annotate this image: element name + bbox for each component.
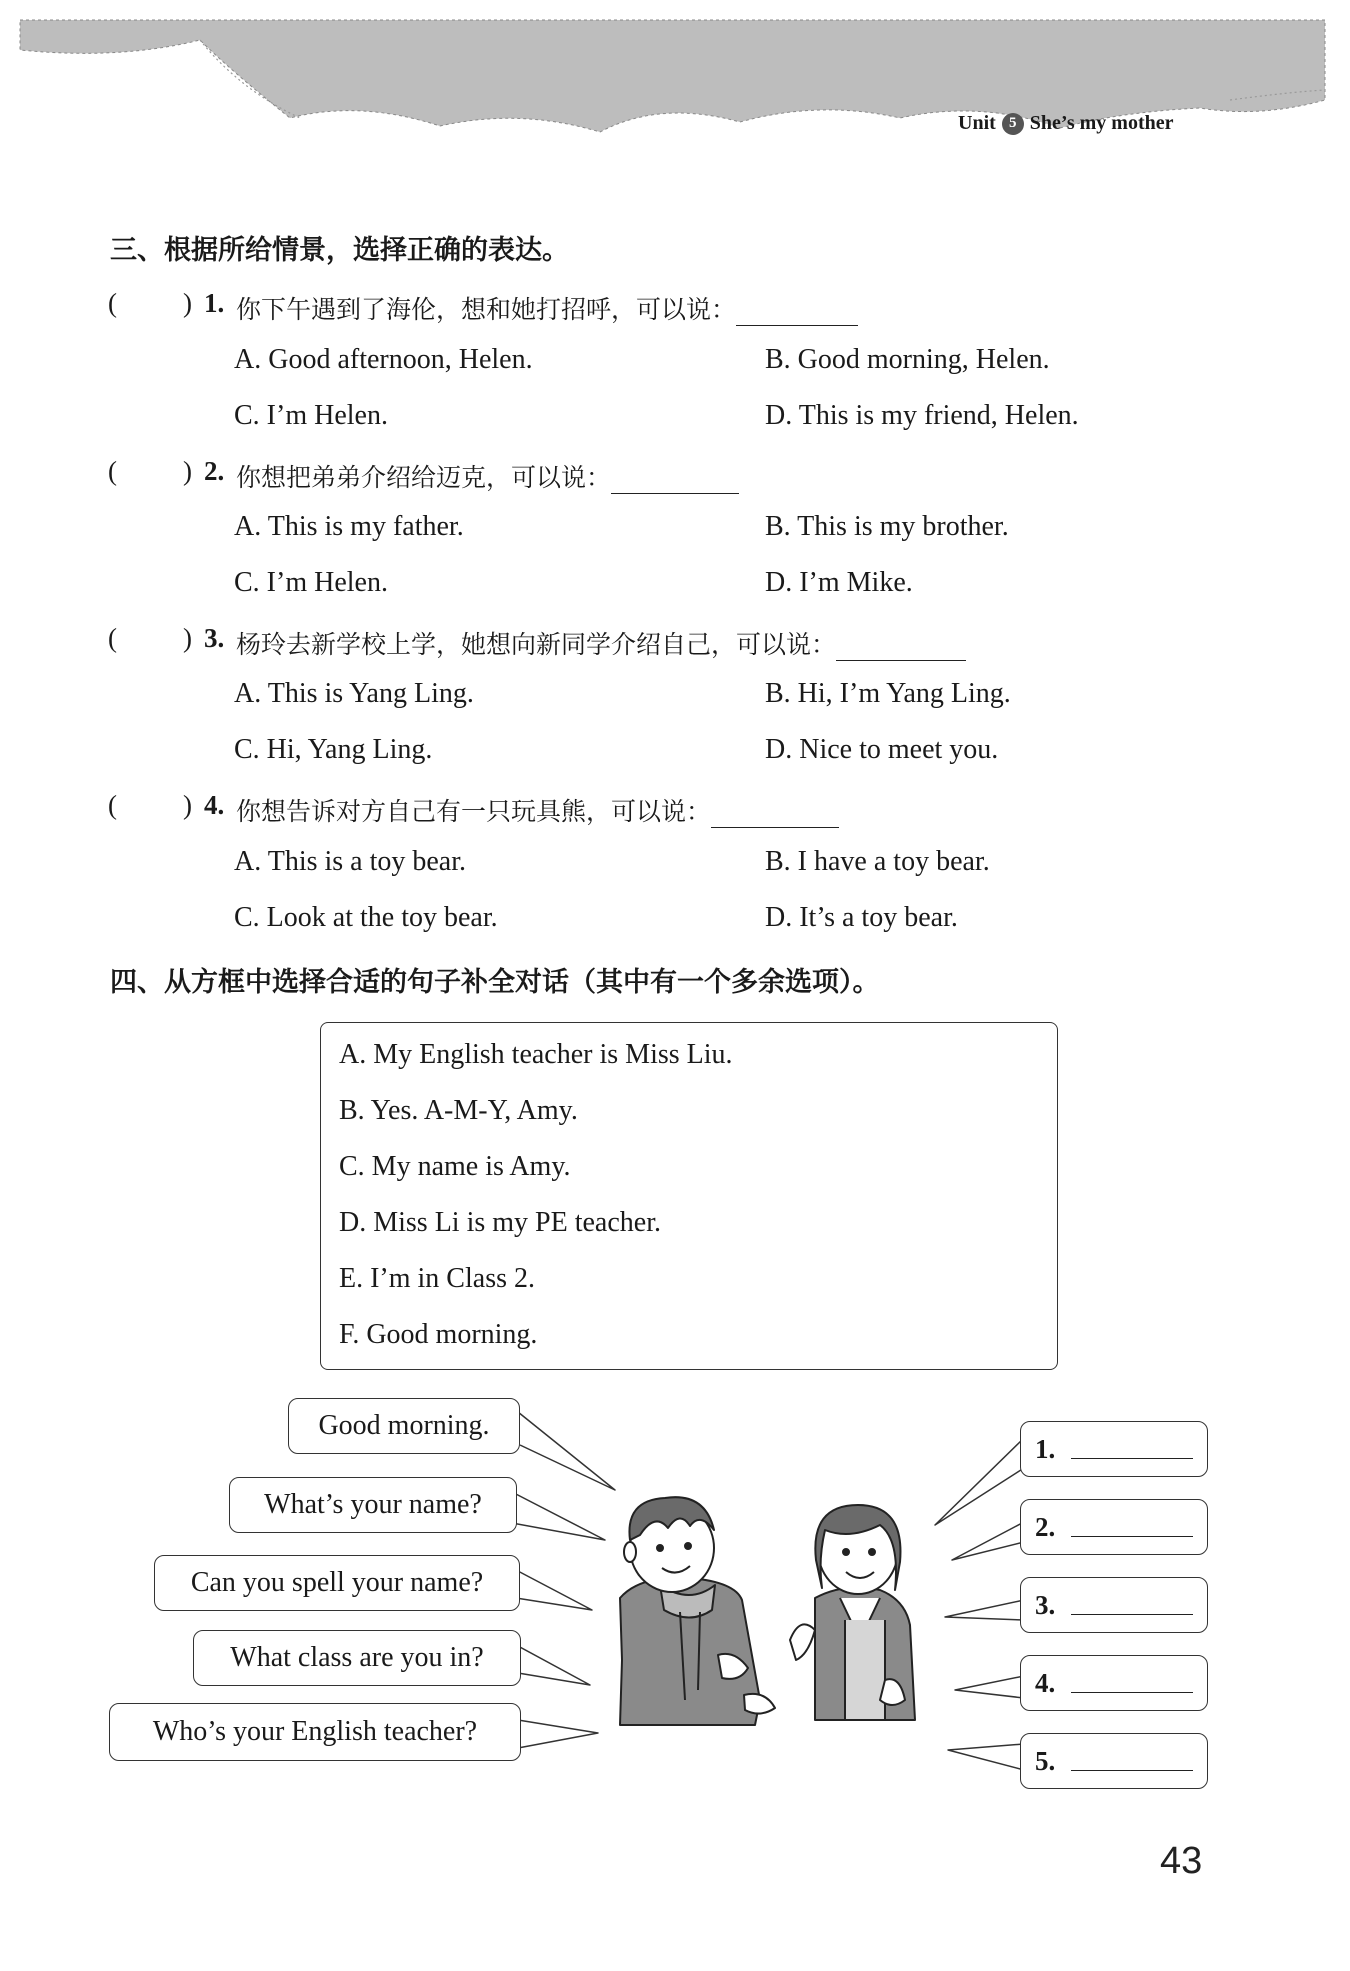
- answer-tail-3: [945, 1600, 1024, 1620]
- answer-blank[interactable]: [1071, 1458, 1193, 1459]
- option-c: C. I’m Helen.: [234, 567, 388, 598]
- answer-tail-5: [948, 1744, 1024, 1770]
- answer-bubble-3[interactable]: [1020, 1577, 1208, 1633]
- question-prompt: 杨玲去新学校上学，她想向新同学介绍自己，可以说：: [236, 630, 837, 659]
- question-text: [236, 792, 839, 828]
- answer-paren-close: ): [183, 623, 192, 653]
- bubble-tail-4: [518, 1646, 590, 1685]
- answer-number: 4.: [1035, 1668, 1056, 1698]
- option-c: C. Hi, Yang Ling.: [234, 734, 433, 765]
- bubble-greeting: Good morning.: [288, 1398, 520, 1454]
- header-cloud-decoration: [0, 0, 1350, 160]
- box-option-d: D. Miss Li is my PE teacher.: [339, 1207, 661, 1238]
- question-number: 3.: [204, 623, 225, 653]
- question-text: [236, 625, 966, 661]
- bubble-ask-name: What’s your name?: [229, 1477, 517, 1533]
- question-prompt: 你想把弟弟介绍给迈克，可以说：: [236, 463, 612, 492]
- option-b: B. This is my brother.: [765, 511, 1009, 542]
- box-option-c: C. My name is Amy.: [339, 1151, 571, 1182]
- answer-paren-open: (: [108, 790, 117, 820]
- answer-blank[interactable]: [736, 299, 858, 326]
- bubble-tail-5: [518, 1720, 598, 1748]
- answer-bubble-4[interactable]: [1020, 1655, 1208, 1711]
- unit-title: [958, 112, 1173, 135]
- answer-number: 1.: [1035, 1434, 1056, 1464]
- option-d: D. It’s a toy bear.: [765, 902, 958, 933]
- answer-number: 5.: [1035, 1746, 1056, 1776]
- question-number: 1.: [204, 288, 225, 318]
- bubble-tail-3: [516, 1570, 592, 1610]
- bubble-ask-class: What class are you in?: [193, 1630, 521, 1686]
- option-a: A. Good afternoon, Helen.: [234, 344, 533, 375]
- question-prompt: 你下午遇到了海伦，想和她打招呼，可以说：: [236, 295, 737, 324]
- answer-tail-1: [935, 1438, 1024, 1525]
- answer-paren-open: (: [108, 623, 117, 653]
- question-prompt: 你想告诉对方自己有一只玩具熊，可以说：: [236, 797, 712, 826]
- option-b: B. Good morning, Helen.: [765, 344, 1050, 375]
- box-option-f: F. Good morning.: [339, 1319, 538, 1350]
- option-d: D. Nice to meet you.: [765, 734, 999, 765]
- answer-paren-close: ): [183, 790, 192, 820]
- box-option-a: A. My English teacher is Miss Liu.: [339, 1039, 733, 1070]
- answer-tail-2: [952, 1522, 1024, 1560]
- answer-bubble-5[interactable]: [1020, 1733, 1208, 1789]
- unit-name: She’s my mother: [1029, 112, 1174, 134]
- option-d: D. This is my friend, Helen.: [765, 400, 1079, 431]
- bubble-ask-teacher: Who’s your English teacher?: [109, 1703, 521, 1761]
- answer-blank[interactable]: [611, 467, 739, 494]
- answer-bubble-1[interactable]: [1020, 1421, 1208, 1477]
- question-text: [236, 458, 739, 494]
- option-b: B. Hi, I’m Yang Ling.: [765, 678, 1011, 709]
- unit-number-badge: 5: [1002, 113, 1024, 135]
- answer-paren-close: ): [183, 288, 192, 318]
- page-number: 43: [1160, 1840, 1203, 1882]
- answer-number: 2.: [1035, 1512, 1056, 1542]
- section3-heading: 三、根据所给情景，选择正确的表达。: [110, 235, 569, 266]
- answer-blank[interactable]: [836, 634, 966, 661]
- sentence-options-box: [320, 1022, 1058, 1370]
- question-number: 4.: [204, 790, 225, 820]
- option-a: A. This is a toy bear.: [234, 846, 467, 877]
- answer-blank[interactable]: [1071, 1536, 1193, 1537]
- bubble-ask-spell: Can you spell your name?: [154, 1555, 520, 1611]
- bubble-tail-2: [512, 1492, 605, 1540]
- answer-number: 3.: [1035, 1590, 1056, 1620]
- answer-paren-close: ): [183, 456, 192, 486]
- answer-blank[interactable]: [1071, 1770, 1193, 1771]
- option-b: B. I have a toy bear.: [765, 846, 990, 877]
- answer-tail-4: [955, 1676, 1024, 1698]
- answer-paren-open: (: [108, 456, 117, 486]
- box-option-e: E. I’m in Class 2.: [339, 1263, 535, 1294]
- option-c: C. I’m Helen.: [234, 400, 388, 431]
- girl-figure: [790, 1505, 915, 1720]
- question-text: [236, 290, 858, 326]
- bubble-tail-1: [518, 1412, 615, 1490]
- option-a: A. This is my father.: [234, 511, 464, 542]
- question-number: 2.: [204, 456, 225, 486]
- box-option-b: B. Yes. A-M-Y, Amy.: [339, 1095, 578, 1126]
- answer-paren-open: (: [108, 288, 117, 318]
- answer-bubble-2[interactable]: [1020, 1499, 1208, 1555]
- unit-label: Unit: [958, 112, 996, 134]
- section4-heading: 四、从方框中选择合适的句子补全对话（其中有一个多余选项）。: [110, 967, 880, 998]
- answer-blank[interactable]: [711, 801, 839, 828]
- option-a: A. This is Yang Ling.: [234, 678, 474, 709]
- option-d: D. I’m Mike.: [765, 567, 913, 598]
- answer-blank[interactable]: [1071, 1692, 1193, 1693]
- answer-blank[interactable]: [1071, 1614, 1193, 1615]
- boy-figure: [620, 1497, 775, 1725]
- option-c: C. Look at the toy bear.: [234, 902, 498, 933]
